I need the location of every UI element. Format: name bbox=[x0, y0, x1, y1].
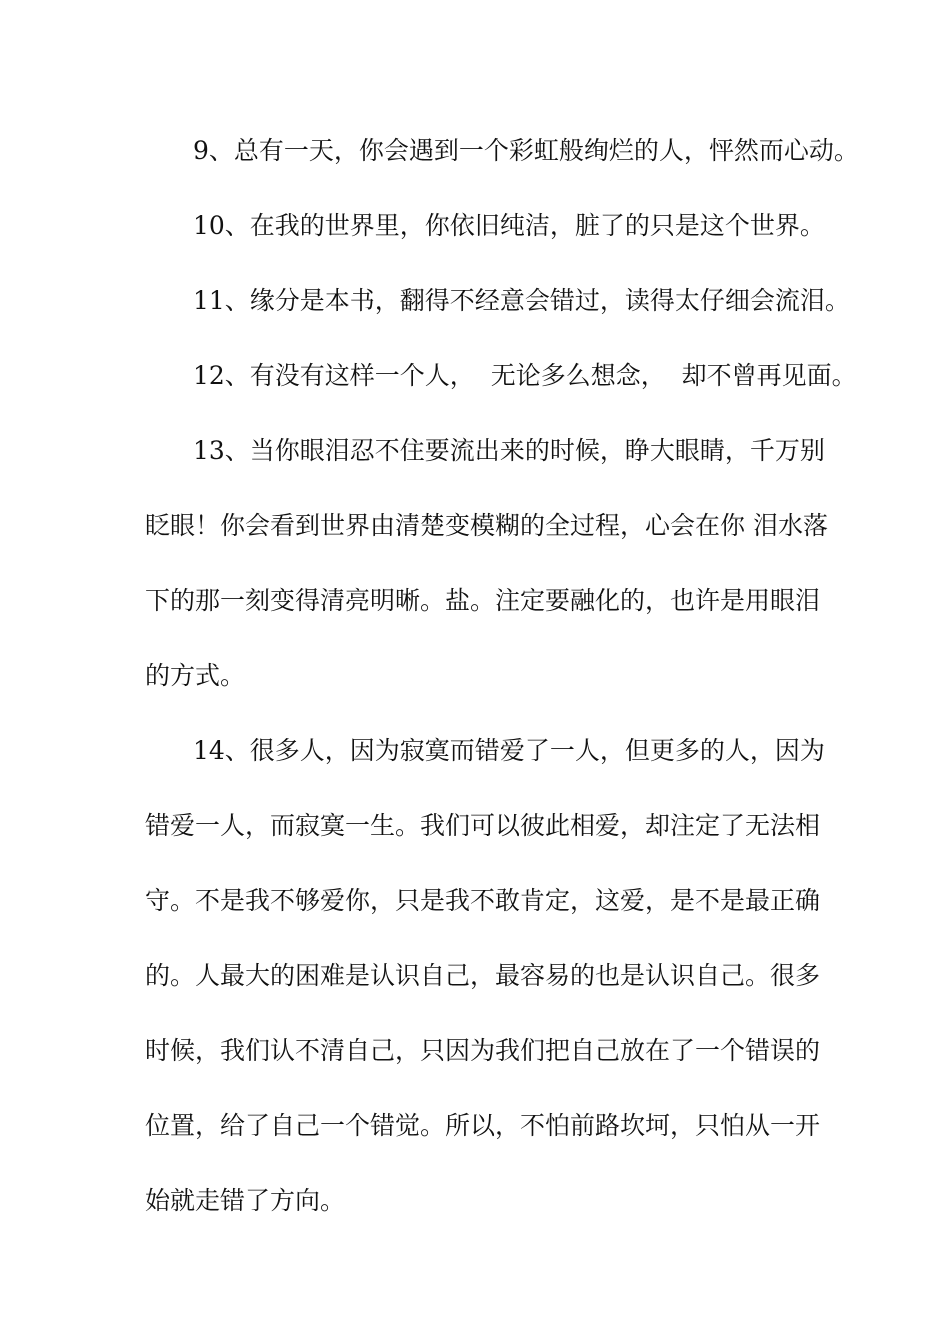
text-line: 守。不是我不够爱你，只是我不敢肯定，这爱，是不是最正确 bbox=[145, 886, 821, 915]
text-line: 错爱一人，而寂寞一生。我们可以彼此相爱，却注定了无法相 bbox=[145, 811, 821, 840]
text-line-item-10: 10、在我的世界里，你依旧纯洁，脏了的只是这个世界。 bbox=[193, 211, 825, 240]
text-line: 始就走错了方向。 bbox=[145, 1186, 346, 1215]
text-line-item-9: 9、总有一天，你会遇到一个彩虹般绚烂的人，怦然而心动。 bbox=[193, 136, 859, 165]
text-line: 眨眼！你会看到世界由清楚变模糊的全过程，心会在你 泪水落 bbox=[145, 511, 828, 540]
text-line: 的方式。 bbox=[145, 661, 246, 690]
text-line-item-12: 12、有没有这样一个人， 无论多么想念， 却不曾再见面。 bbox=[193, 361, 857, 390]
text-line: 下的那一刻变得清亮明晰。盐。注定要融化的，也许是用眼泪 bbox=[145, 586, 821, 615]
text-line-item-11: 11、缘分是本书，翻得不经意会错过，读得太仔细会流泪。 bbox=[193, 286, 850, 315]
text-line-item-14-start: 14、很多人，因为寂寞而错爱了一人，但更多的人，因为 bbox=[193, 736, 825, 765]
text-line: 的。人最大的困难是认识自己，最容易的也是认识自己。很多 bbox=[145, 961, 821, 990]
text-line: 位置，给了自己一个错觉。所以，不怕前路坎坷，只怕从一开 bbox=[145, 1111, 821, 1140]
text-line-item-13-start: 13、当你眼泪忍不住要流出来的时候，睁大眼睛，千万别 bbox=[193, 436, 825, 465]
text-line: 时候，我们认不清自己，只因为我们把自己放在了一个错误的 bbox=[145, 1036, 821, 1065]
